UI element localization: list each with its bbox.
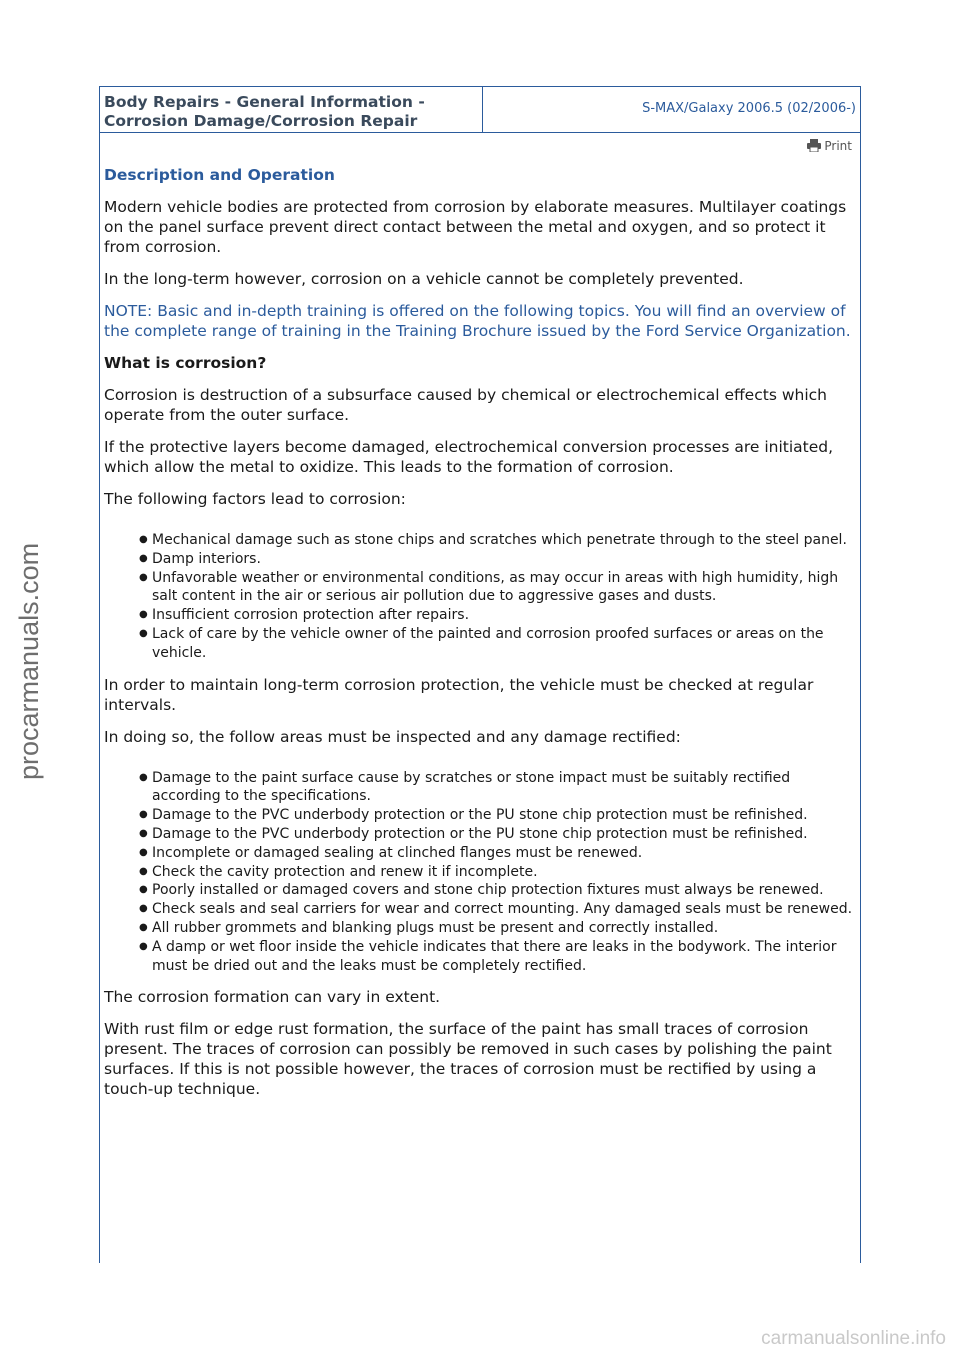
list-item: ● Unfavorable weather or environmental conditions, as may occur in areas with high humidity, high salt content in the air or serious air pollution due to aggressive gases and dusts. xyxy=(152,569,855,607)
model-label: S-MAX/Galaxy 2006.5 (02/2006-) xyxy=(642,101,856,116)
intro-paragraph: Modern vehicle bodies are protected from corrosion by elaborate measures. Multilayer coatings on the panel surface prevent direct contact between the metal and oxygen, and so protect it from corrosion. xyxy=(104,198,847,256)
list-item: ● Mechanical damage such as stone chips and scratches which penetrate through to the steel panel. xyxy=(152,531,855,550)
definition-paragraph: Corrosion is destruction of a subsurface caused by chemical or electrochemical effects which operate from the outer surface. xyxy=(104,386,827,424)
extent-paragraph: The corrosion formation can vary in extent. xyxy=(104,988,441,1007)
what-heading: What is corrosion? xyxy=(104,354,267,372)
list-item: ● Lack of care by the vehicle owner of the painted and corrosion proofed surfaces or areas on the vehicle. xyxy=(152,625,855,663)
header-table xyxy=(100,86,860,133)
printer-icon xyxy=(807,139,821,152)
page-title xyxy=(100,87,483,132)
side-watermark: procarmanuals.com xyxy=(14,542,44,780)
list-item: ● Damage to the PVC underbody protection or the PU stone chip protection must be refinished. xyxy=(152,806,855,825)
list-item: ● Poorly installed or damaged covers and stone chip protection fixtures must always be renewed. xyxy=(152,881,855,900)
maintain-paragraph: In order to maintain long-term corrosion protection, the vehicle must be checked at regular intervals. xyxy=(104,675,814,714)
list-item: ● Damage to the PVC underbody protection or the PU stone chip protection must be refinished. xyxy=(152,825,855,844)
content xyxy=(100,157,860,1099)
title-line-1: Body Repairs - General Information - xyxy=(104,93,425,111)
list-item: ● Insufficient corrosion protection after repairs. xyxy=(152,606,855,625)
print-label: Print xyxy=(824,139,852,153)
list-item: ● Check the cavity protection and renew it if incomplete. xyxy=(152,863,855,882)
bottom-watermark: carmanualsonline.info xyxy=(761,1328,946,1349)
note-paragraph: NOTE: Basic and in-depth training is offered on the following topics. You will find an overview of the complete range of training in the Training Brochure issued by the Ford Service Organization. xyxy=(104,302,851,340)
inspect-intro: In doing so, the follow areas must be inspected and any damage rectified: xyxy=(104,727,681,746)
inspect-list xyxy=(104,759,855,976)
list-item: ● Incomplete or damaged sealing at clinched flanges must be renewed. xyxy=(152,844,855,863)
print-link[interactable] xyxy=(100,133,860,157)
rust-film-paragraph: With rust film or edge rust formation, the surface of the paint has small traces of corrosion present. The traces of corrosion can possibly be removed in such cases by polishing the paint surfaces. If this is not possible however, the traces of corrosion must be rectified by using a touch-up technique. xyxy=(104,1020,832,1099)
factors-list xyxy=(104,521,855,663)
protective-paragraph: If the protective layers become damaged, electrochemical conversion processes are initiated, which allow the metal to oxidize. This leads to the formation of corrosion. xyxy=(104,438,834,476)
long-term-paragraph: In the long-term however, corrosion on a vehicle cannot be completely prevented. xyxy=(104,270,744,288)
document-page xyxy=(99,86,861,1263)
list-item: ● A damp or wet floor inside the vehicle indicates that there are leaks in the bodywork. The interior must be dried out and the leaks must be completely rectified. xyxy=(152,938,855,976)
list-item: ● Damp interiors. xyxy=(152,550,855,569)
section-title: Description and Operation xyxy=(104,166,335,184)
list-item: ● Check seals and seal carriers for wear and correct mounting. Any damaged seals must be renewed. xyxy=(152,900,855,919)
list-item: ● Damage to the paint surface cause by scratches or stone impact must be suitably rectified according to the specifications. xyxy=(152,769,855,807)
title-line-2: Corrosion Damage/Corrosion Repair xyxy=(104,112,418,130)
factors-intro: The following factors lead to corrosion: xyxy=(104,490,406,508)
list-item: ● All rubber grommets and blanking plugs must be present and correctly installed. xyxy=(152,919,855,938)
